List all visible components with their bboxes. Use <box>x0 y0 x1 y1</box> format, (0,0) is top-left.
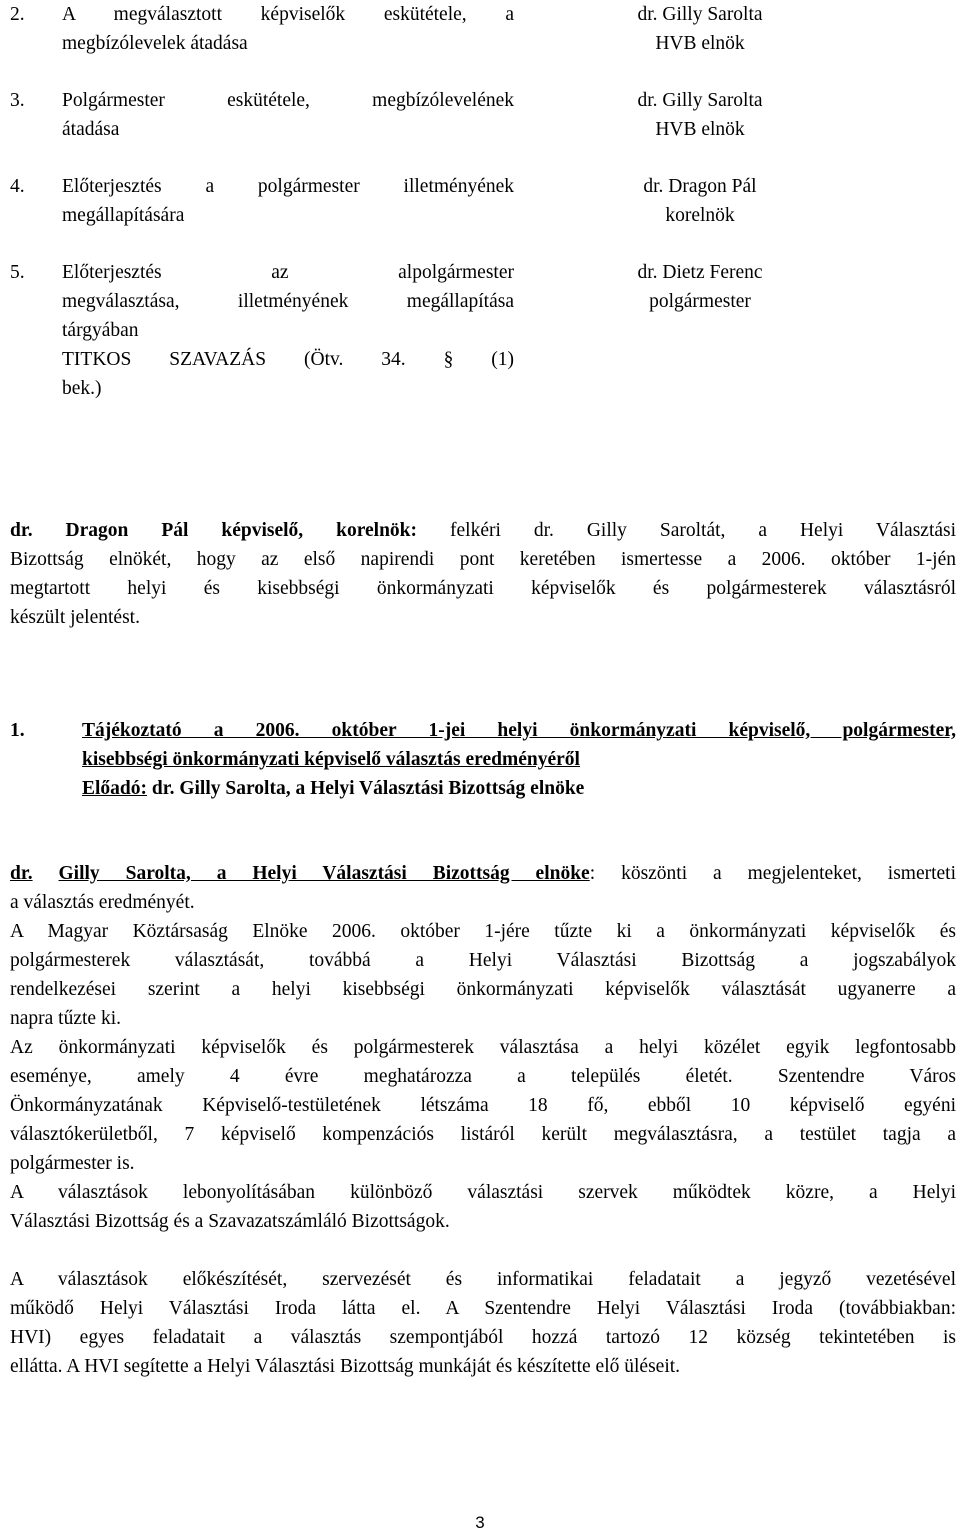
body-text-line: Választási Bizottság és a Szavazatszámláló Bizottságok. <box>10 1211 450 1232</box>
agenda-text <box>62 258 514 403</box>
item1-number: 1. <box>10 720 25 741</box>
agenda-line: megbízólevelek átadása <box>62 33 248 54</box>
presenter-role: HVB elnök <box>655 33 745 54</box>
agenda-line: megválasztása, illetményének megállapítása <box>62 291 514 312</box>
agenda-number: 2. <box>10 4 25 25</box>
agenda-number: 5. <box>10 262 25 283</box>
body-text-line: A választások előkészítését, szervezését és informatikai feladatait a jegyző vezetésével <box>10 1269 956 1290</box>
page-number: 3 <box>475 1513 485 1532</box>
body-text-line: Önkormányzatának Képviselő-testületének létszáma 18 fő, ebből 10 képviselő egyéni <box>10 1095 956 1116</box>
body-text-line: polgármesterek választását, továbbá a Helyi Választási Bizottság a jogszabályok <box>10 950 956 971</box>
presenter-name: dr. Gilly Sarolta <box>637 90 763 111</box>
body-speaker-prefix: dr. <box>10 863 33 884</box>
body-text-line: polgármester is. <box>10 1153 135 1174</box>
body-text-line: A Magyar Köztársaság Elnöke 2006. október 1-jére tűzte ki a önkormányzati képviselők és <box>10 921 956 942</box>
intro-text: felkéri dr. Gilly Saroltát, a Helyi Választási <box>450 520 957 541</box>
agenda-line: tárgyában <box>62 320 139 341</box>
item1-presenter-label: Előadó: <box>82 778 148 799</box>
body-text-line: napra tűzte ki. <box>10 1008 121 1029</box>
body-text-line: rendelkezései szerint a helyi kisebbségi önkormányzati képviselők választását ugyanerre a <box>10 979 956 1000</box>
body-speaker-colon: : <box>589 863 596 884</box>
agenda-number: 3. <box>10 90 25 111</box>
body-text <box>10 859 956 1381</box>
agenda-text <box>62 172 514 230</box>
agenda-text <box>62 0 514 58</box>
intro-line: készült jelentést. <box>10 607 140 628</box>
intro-line: Bizottság elnökét, hogy az első napirendi pont keretében ismertesse a 2006. október 1-jén <box>10 549 956 570</box>
agenda-presenter <box>570 0 830 58</box>
agenda-number: 4. <box>10 176 25 197</box>
body-speaker-name: Gilly Sarolta, a Helyi Választási Bizottság elnöke <box>58 863 590 884</box>
agenda-line: Előterjesztés az alpolgármester <box>62 262 514 283</box>
agenda-line: TITKOS SZAVAZÁS (Ötv. 34. § (1) <box>62 349 514 370</box>
body-text-line: működő Helyi Választási Iroda látta el. A Szentendre Helyi Választási Iroda (továbbiakban: <box>10 1298 956 1319</box>
intro-speaker: dr. Dragon Pál képviselő, korelnök: <box>10 520 418 541</box>
intro-paragraph <box>10 516 956 632</box>
presenter-role: polgármester <box>649 291 751 312</box>
body-text-line: A választások lebonyolításában különböző választási szervek működtek közre, a Helyi <box>10 1182 956 1203</box>
agenda-line: A megválasztott képviselők eskütétele, a <box>62 4 514 25</box>
agenda-presenter <box>570 172 830 230</box>
intro-line <box>10 516 956 545</box>
agenda-line: Előterjesztés a polgármester illetményének <box>62 176 514 197</box>
agenda-text <box>62 86 514 144</box>
agenda-presenter <box>570 258 830 316</box>
item1-title-line: Tájékoztató a 2006. október 1-jei helyi önkormányzati képviselő, polgármester, <box>82 720 956 741</box>
presenter-role: HVB elnök <box>655 119 745 140</box>
item1-title <box>82 716 956 803</box>
body-text-line: Az önkormányzati képviselők és polgármesterek választása a helyi közélet egyik legfontosabb <box>10 1037 956 1058</box>
intro-line: megtartott helyi és kisebbségi önkormányzati képviselők és polgármesterek választásról <box>10 578 956 599</box>
presenter-role: korelnök <box>665 205 735 226</box>
body-text-line: választókerületből, 7 képviselő kompenzációs listáról került megválasztásra, a testület tagja a <box>10 1124 956 1145</box>
body-speaker-line <box>10 859 956 888</box>
body-text-line: eseménye, amely 4 évre meghatározza a település életét. Szentendre Város <box>10 1066 956 1087</box>
item1-title-line: kisebbségi önkormányzati képviselő választás eredményéről <box>82 749 580 770</box>
agenda-line: bek.) <box>62 378 102 399</box>
agenda-line: Polgármester eskütétele, megbízólevelének <box>62 90 514 111</box>
body-text-line: köszönti a megjelenteket, ismerteti <box>621 863 957 884</box>
body-text-line: ellátta. A HVI segítette a Helyi Választási Bizottság munkáját és készítette elő üléseit. <box>10 1356 681 1377</box>
body-text-line: a választás eredményét. <box>10 892 195 913</box>
presenter-name: dr. Gilly Sarolta <box>637 4 763 25</box>
presenter-name: dr. Dietz Ferenc <box>637 262 763 283</box>
body-text-line: HVI) egyes feladatait a választás szempontjából hozzá tartozó 12 község tekintetében is <box>10 1327 956 1348</box>
presenter-name: dr. Dragon Pál <box>643 176 757 197</box>
agenda-line: megállapítására <box>62 205 185 226</box>
agenda-presenter <box>570 86 830 144</box>
agenda-line: átadása <box>62 119 120 140</box>
item1-presenter-name: dr. Gilly Sarolta, a Helyi Választási Bizottság elnöke <box>151 778 585 799</box>
